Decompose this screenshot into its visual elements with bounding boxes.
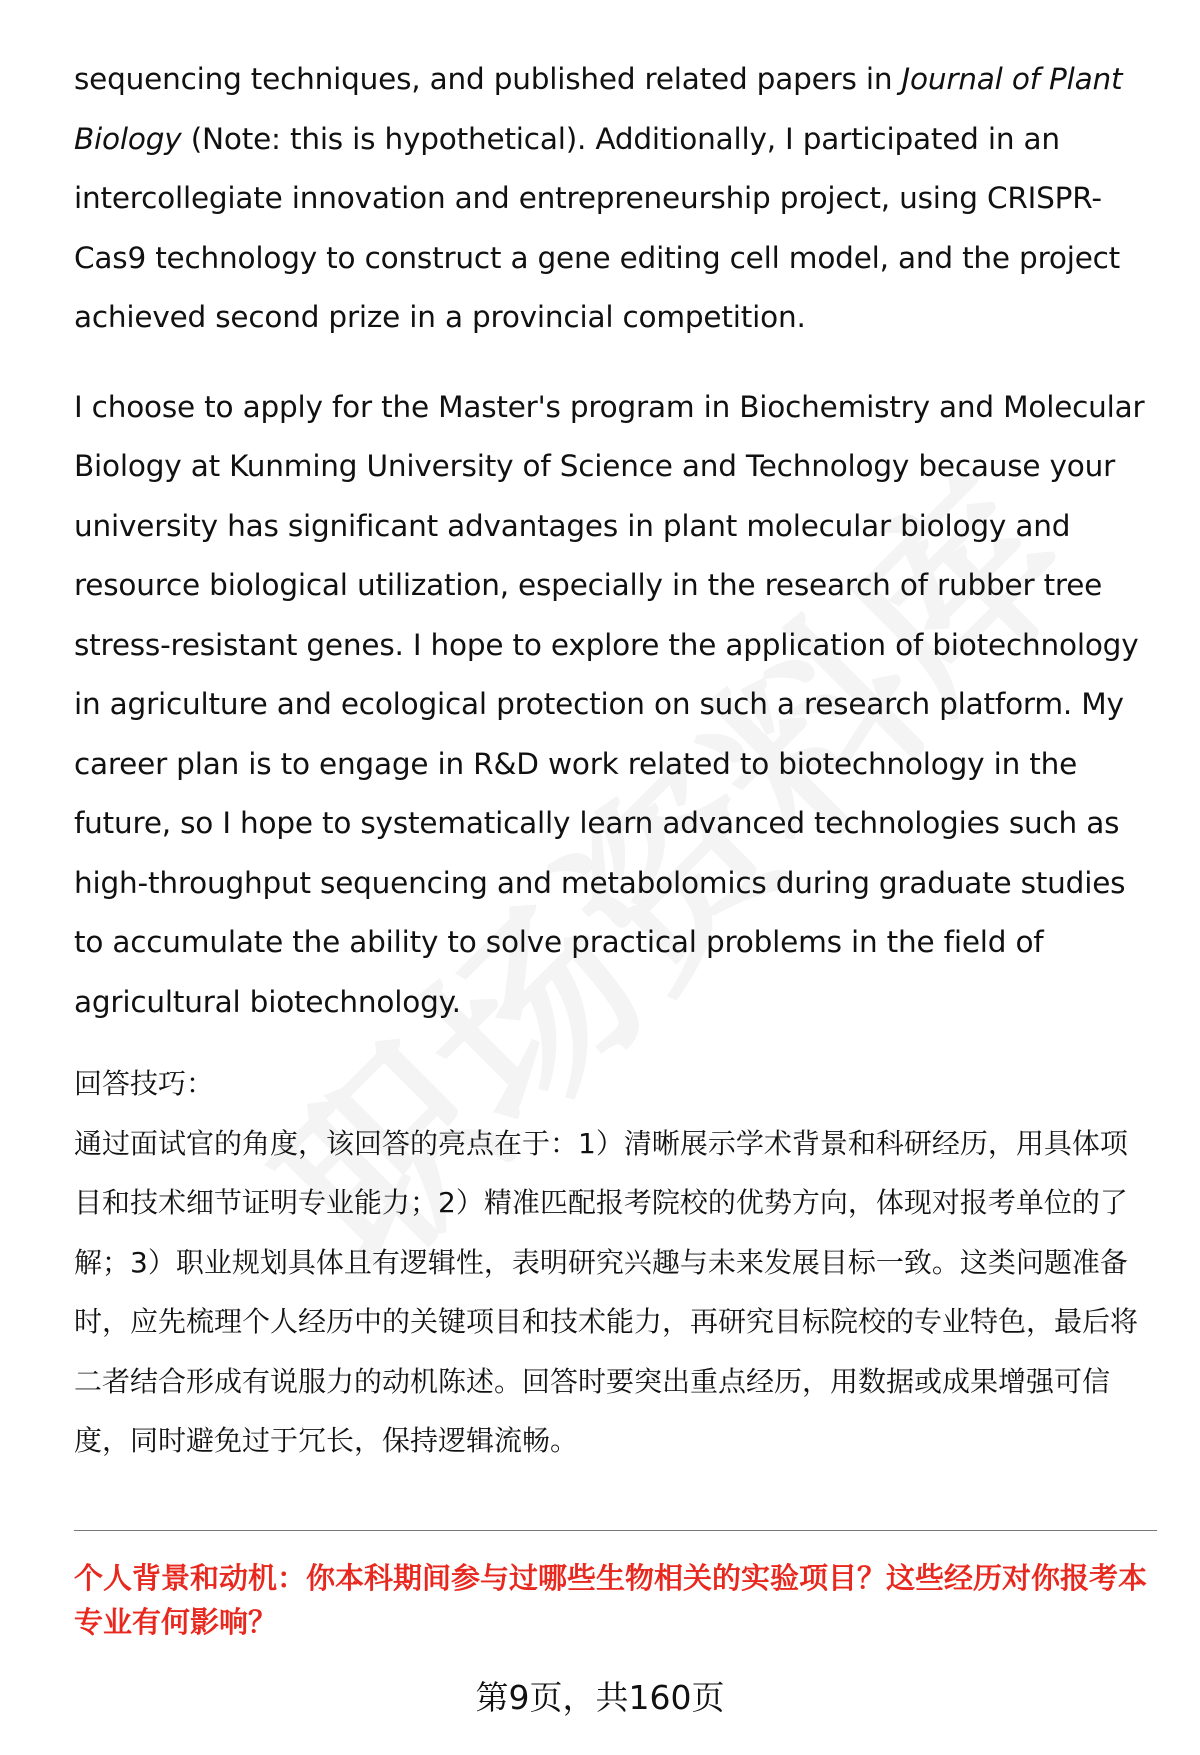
- tips-heading: 回答技巧：: [74, 1067, 215, 1100]
- answer-paragraph-1-text-a: sequencing techniques, and published related papers in: [74, 62, 902, 96]
- next-question-title: 个人背景和动机：你本科期间参与过哪些生物相关的实验项目？这些经历对你报考本专业有何影响？: [74, 1561, 1148, 1639]
- answer-paragraph-1-text-b: (Note: this is hypothetical). Additionally, I participated in an intercollegiate innovation and entrepreneurship project, using CRISPR-Cas9 technology to construct a gene editing cell model, and the project achieved second prize in a provincial competition.: [74, 121, 1121, 334]
- section-divider: [74, 1530, 1157, 1531]
- document-body: [74, 50, 1154, 1471]
- answer-paragraph-2: I choose to apply for the Master's program in Biochemistry and Molecular Biology at Kunming University of Science and Technology because your university has significant advantages in plant molecular biology and resource biological utilization, especially in the research of rubber tree stress-resistant genes. I hope to explore the application of biotechnology in agriculture and ecological protection on such a research platform. My career plan is to engage in R&D work related to biotechnology in the future, so I hope to systematically learn advanced technologies such as high-throughput sequencing and metabolomics during graduate studies to accumulate the ability to solve practical problems in the field of agricultural biotechnology.: [74, 389, 1145, 1019]
- journal-name: Journal of Plant Biology: [74, 62, 1123, 156]
- answer-paragraph-1: [74, 50, 1154, 348]
- answer-tips: [74, 1054, 1154, 1471]
- tips-body: 通过面试官的角度，该回答的亮点在于：1）清晰展示学术背景和科研经历，用具体项目和技术细节证明专业能力；2）精准匹配报考院校的优势方向，体现对报考单位的了解；3）职业规划具体且有逻辑性，表明研究兴趣与未来发展目标一致。这类问题准备时，应先梳理个人经历中的关键项目和技术能力，再研究目标院校的专业特色，最后将二者结合形成有说服力的动机陈述。回答时要突出重点经历，用数据或成果增强可信度，同时避免过于冗长，保持逻辑流畅。: [74, 1126, 1139, 1457]
- page-number: 第9页，共160页: [475, 1678, 725, 1717]
